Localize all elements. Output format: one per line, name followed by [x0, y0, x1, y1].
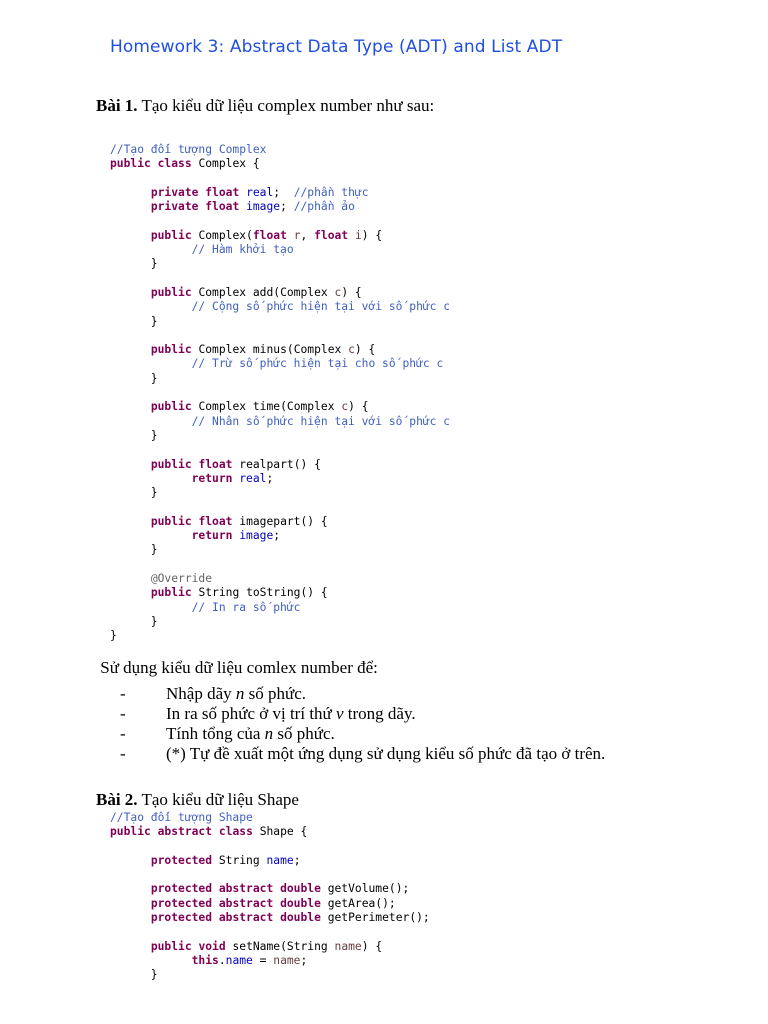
bai2-text: Tạo kiểu dữ liệu Shape — [137, 790, 299, 809]
bai1-heading — [96, 96, 434, 116]
homework-title: Homework 3: Abstract Data Type (ADT) and List ADT — [110, 37, 563, 57]
dash-marker: - — [120, 744, 126, 763]
code-line: // Cộng số phức hiện tại với số phức c — [191, 300, 451, 314]
code-line: } — [110, 314, 158, 328]
code-line: protected String name; — [150, 853, 301, 867]
code-line: // Hàm khởi tạo — [191, 243, 294, 257]
code-line — [110, 272, 450, 286]
code-line: } — [110, 543, 158, 557]
code-line: this.name = name; — [191, 953, 308, 967]
code-line: public abstract class Shape { — [110, 825, 308, 839]
dash-marker: - — [120, 704, 126, 723]
code-line: //Tạo đối tượng Complex — [110, 143, 267, 156]
code-line: //Tạo đối tượng Shape — [110, 811, 253, 824]
task-text: Nhập dãy n số phức. — [166, 684, 306, 703]
code-line: } — [110, 428, 158, 442]
code-line: public void setName(String name) { — [150, 939, 383, 953]
bai2-label: Bài 2. — [96, 790, 138, 809]
code-line — [110, 443, 450, 457]
code-line — [110, 329, 450, 343]
complex-code-block — [110, 143, 450, 643]
code-line: protected abstract double getVolume(); — [150, 882, 410, 896]
code-line — [110, 868, 430, 882]
code-line — [110, 172, 450, 186]
code-line: } — [110, 371, 158, 385]
code-line: public String toString() { — [150, 586, 328, 600]
usage-text: Sử dụng kiểu dữ liệu comlex number để: — [96, 658, 378, 677]
code-line: // Trừ số phức hiện tại cho số phức c — [191, 357, 444, 371]
task-text: (*) Tự đề xuất một ứng dụng sử dụng kiểu số phức đã tạo ở trên. — [166, 744, 606, 763]
code-line: @Override — [150, 571, 213, 585]
code-line: public Complex(float r, float i) { — [150, 228, 383, 242]
code-line: } — [110, 968, 158, 982]
bai2-heading — [96, 790, 299, 810]
code-line: return real; — [191, 471, 274, 485]
code-line: public Complex add(Complex c) { — [150, 285, 362, 299]
dash-marker: - — [120, 684, 126, 703]
dash-marker: - — [120, 724, 126, 743]
code-line — [110, 558, 450, 572]
code-line: public float imagepart() { — [150, 514, 328, 528]
code-line: protected abstract double getPerimeter(); — [150, 911, 430, 925]
code-line: } — [110, 614, 158, 628]
code-line: } — [110, 257, 158, 271]
code-line: public Complex time(Complex c) { — [150, 400, 369, 414]
code-line — [110, 925, 430, 939]
code-line: private float real; //phần thực — [150, 185, 369, 199]
code-line — [110, 500, 450, 514]
code-line: public Complex minus(Complex c) { — [150, 343, 376, 357]
bai1-text: Tạo kiểu dữ liệu complex number như sau: — [137, 96, 435, 115]
code-line: // Nhân số phức hiện tại với số phức c — [191, 414, 451, 428]
code-line — [110, 840, 430, 854]
bai1-label: Bài 1. — [96, 96, 138, 115]
code-line: public class Complex { — [110, 157, 260, 171]
shape-code-block — [110, 811, 430, 983]
task-text: In ra số phức ở vị trí thứ v trong dãy. — [166, 704, 416, 723]
code-line: return image; — [191, 529, 281, 543]
code-line: // In ra số phức — [191, 600, 301, 614]
code-line: } — [110, 629, 117, 643]
code-line — [110, 386, 450, 400]
code-line: public float realpart() { — [150, 457, 321, 471]
task-text: Tính tổng của n số phức. — [166, 724, 335, 743]
code-line — [110, 214, 450, 228]
code-line: } — [110, 486, 158, 500]
code-line: protected abstract double getArea(); — [150, 896, 396, 910]
code-line: private float image; //phần ảo — [150, 200, 355, 214]
